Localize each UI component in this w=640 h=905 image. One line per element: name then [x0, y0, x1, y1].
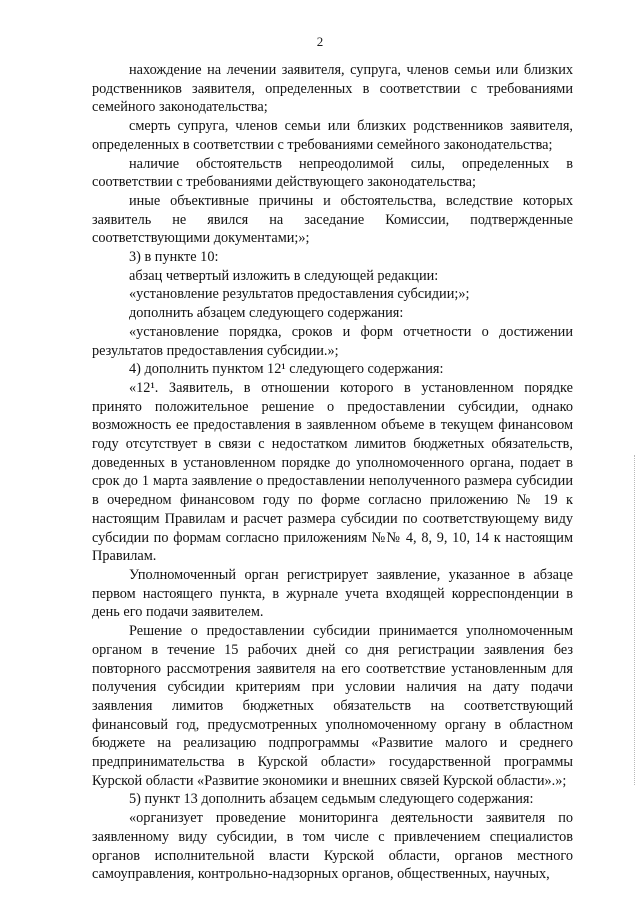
paragraph: смерть супруга, членов семьи или близких родственников заявителя, определенных в соответствии с требованиями семейного законодательства; — [92, 118, 573, 153]
paragraph: Решение о предоставлении субсидии принимается уполномоченным органом в течение 15 рабочих дней со дня регистрации заявления без повторного рассмотрения заявителя на его соответствие установленным для получения субсидии критериям при условии наличия на дату подачи заявления лимитов бюджетных обязательств на соответствующий финансовый год, предусмотренных уполномоченному органу в областном бюджете на реализацию подпрограммы «Развитие малого и среднего предпринимательства в Курской области» государственной программы Курской области «Развитие экономики и внешних связей Курской области».»; — [92, 623, 573, 789]
paragraph: наличие обстоятельств непреодолимой силы, определенных в соответствии с требованиями действующего законодательства; — [92, 155, 573, 191]
paragraph: абзац четвертый изложить в следующей редакции: — [129, 267, 439, 284]
paragraph: нахождение на лечении заявителя, супруга, членов семьи или близких родственников заявителя, определенных в соответствии с требованиями семейного законодательства; — [92, 62, 573, 116]
paragraph: 3) в пункте 10: — [129, 249, 219, 266]
paragraph: 5) пункт 13 дополнить абзацем седьмым следующего содержания: — [129, 791, 534, 808]
paragraph: «12¹. Заявитель, в отношении которого в установленном порядке принято положительное решение о предоставлении субсидии, однако возможность ее предоставления в заявленном объеме в текущем финансовом году отсутствует в связи с недостатком лимитов бюджетных обязательств, доведенных в установленном порядке до уполномоченного органа, подает в срок до 1 марта заявление о предоставлении неполученного размера субсидии в очередном финансовом году по форме согласно приложению № 19 к настоящим Правилам и расчет размера субсидии по соответствующему виду субсидии по формам согласно приложениям №№ 4, 8, 9, 10, 14 к настоящим Правилам. — [92, 379, 573, 565]
paragraph: дополнить абзацем следующего содержания: — [129, 305, 404, 322]
scan-edge-mark — [634, 455, 636, 785]
paragraph: «установление порядка, сроков и форм отчетности о достижении результатов предоставления субсидии.»; — [92, 323, 573, 359]
paragraph: Уполномоченный орган регистрирует заявление, указанное в абзаце первом настоящего пункта, в журнале учета входящей корреспонденции в день его подачи заявителем. — [92, 566, 573, 621]
page-number: 2 — [316, 34, 324, 49]
document-body — [92, 61, 573, 884]
paragraph: 4) дополнить пунктом 12¹ следующего содержания: — [129, 361, 444, 378]
paragraph: иные объективные причины и обстоятельства, вследствие которых заявитель не явился на заседание Комиссии, подтвержденные соответствующими документами;»; — [92, 192, 573, 247]
paragraph: «организует проведение мониторинга деятельности заявителя по заявленному виду субсидии, в том числе с привлечением специалистов органов исполнительной власти Курской области, органов местного самоуправления, контрольно-надзорных органов, общественных, научных, — [92, 810, 573, 883]
paragraph: «установление результатов предоставления субсидии;»; — [129, 286, 470, 303]
